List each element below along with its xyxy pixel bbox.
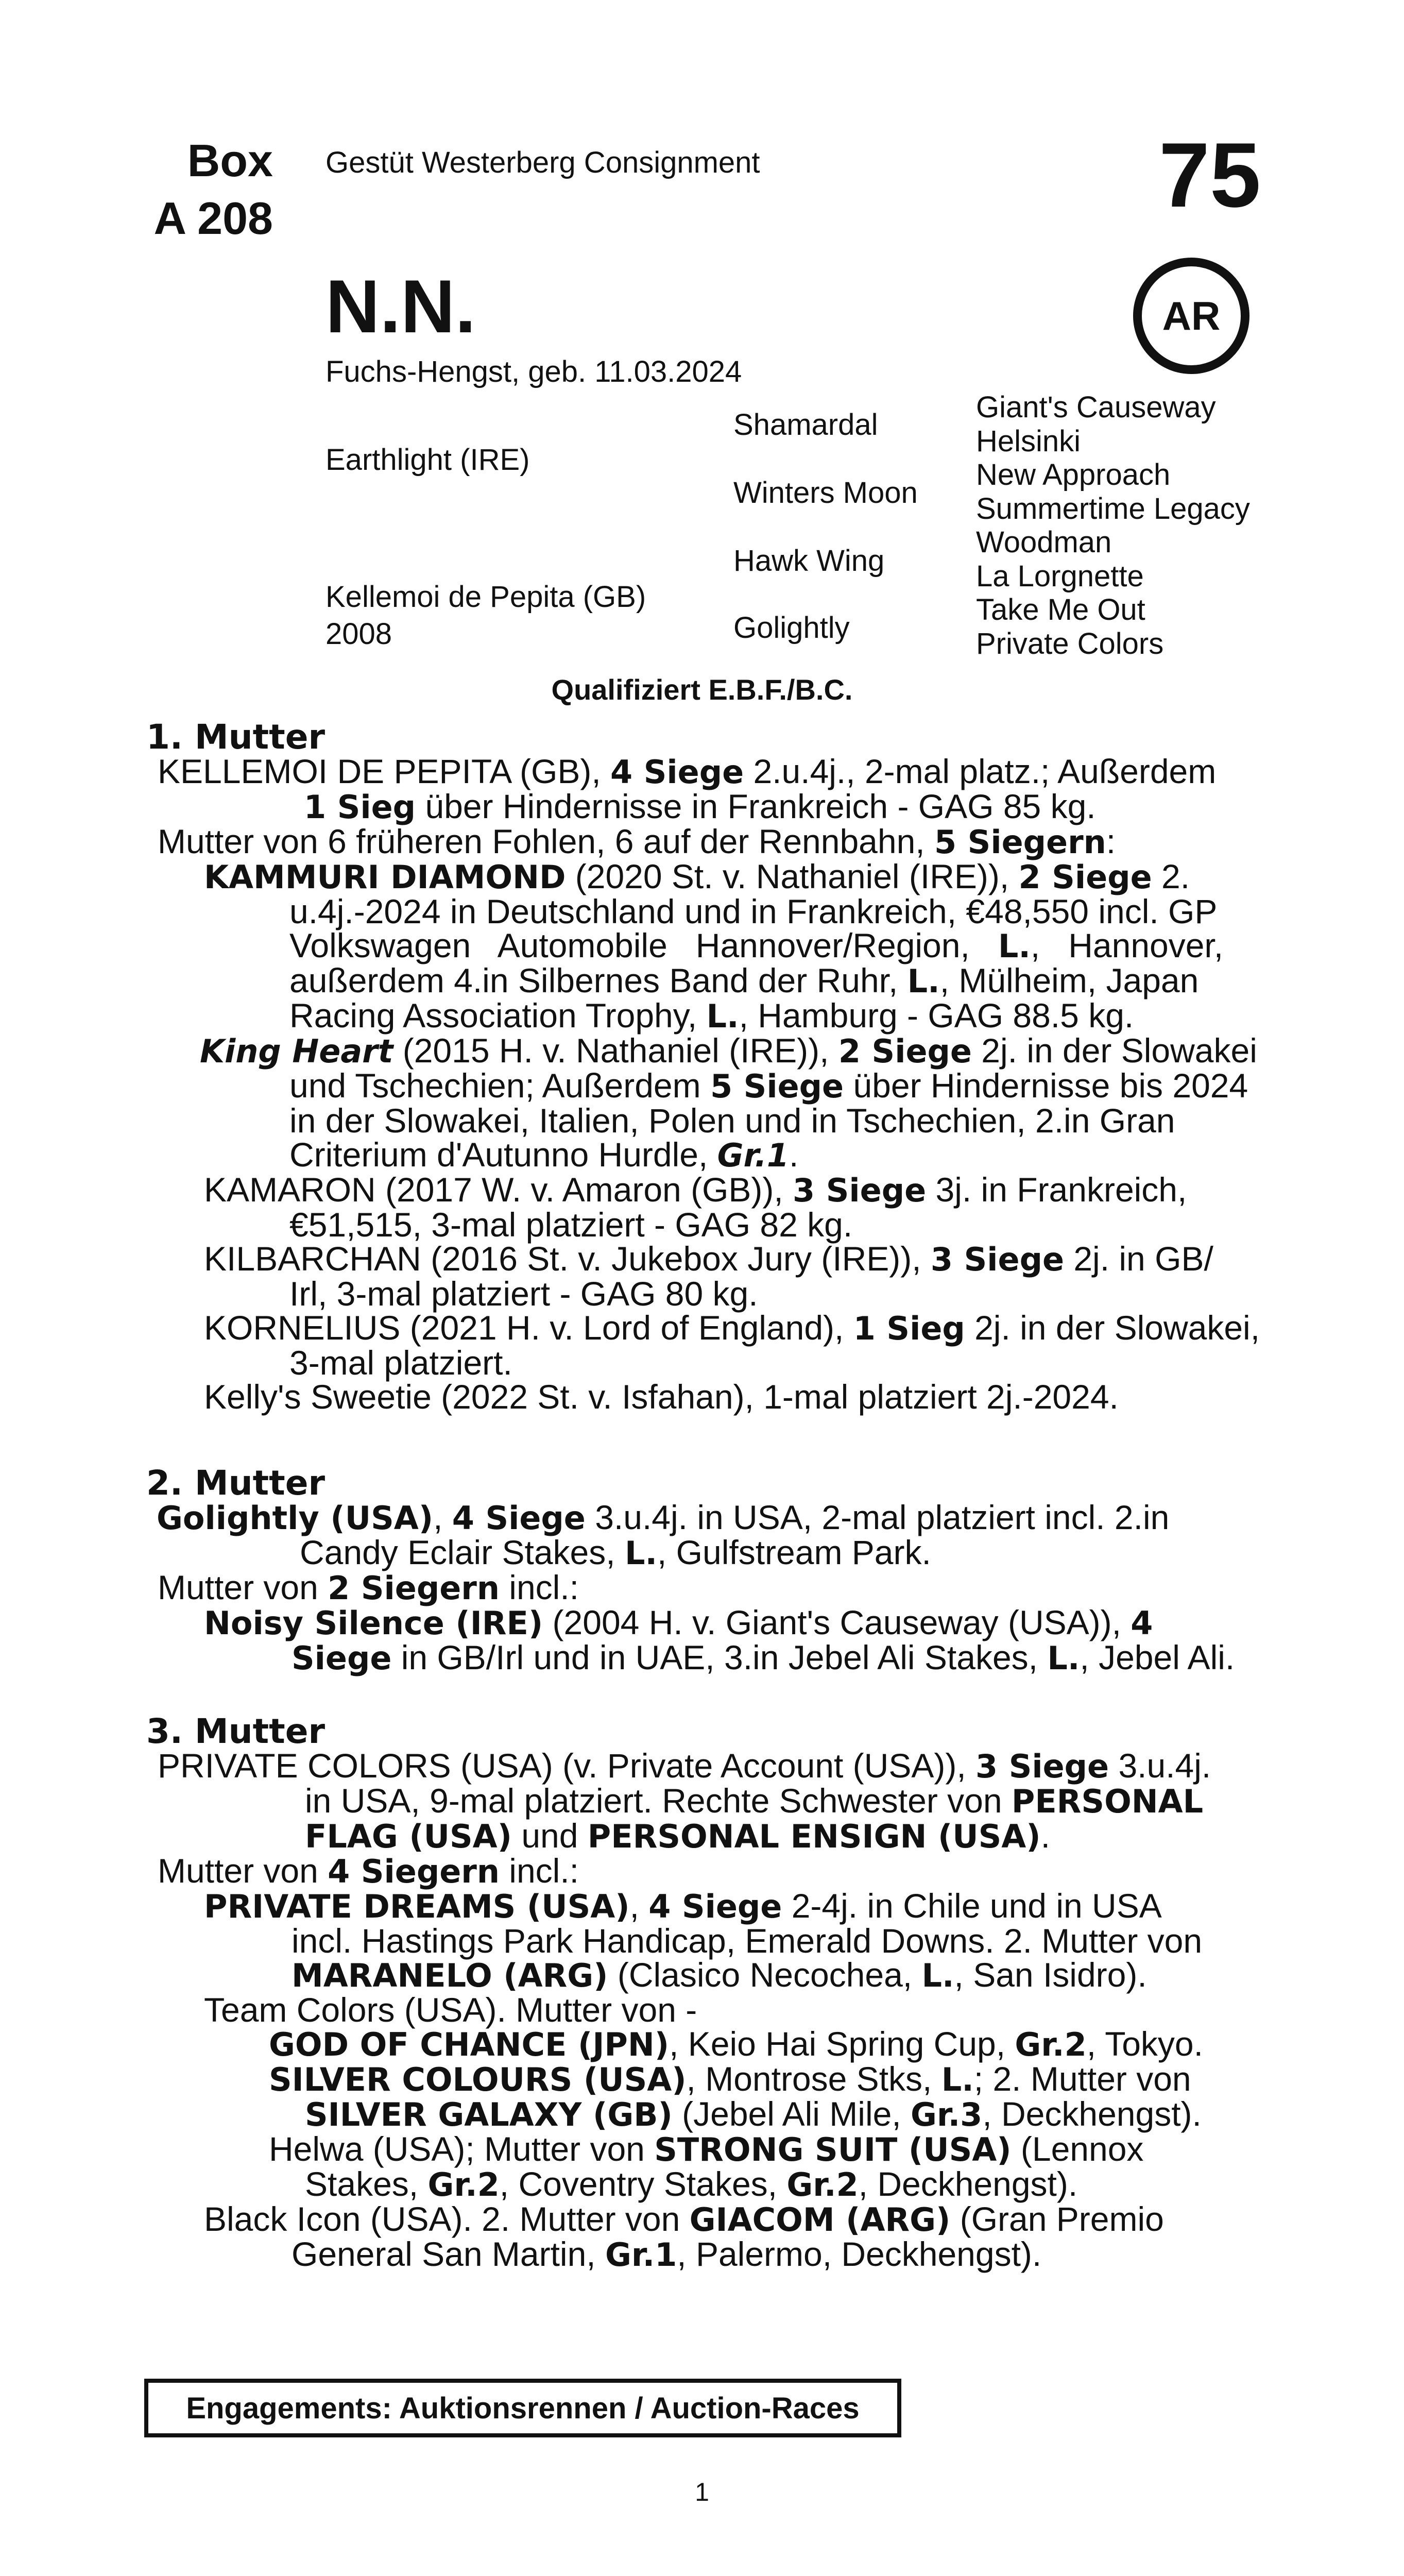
first-dam-line	[158, 824, 1267, 859]
progeny-line: incl. Hastings Park Handicap, Emerald Downs. 2. Mutter von	[292, 1922, 1203, 1960]
pedigree-grandparent: Winters Moon	[733, 476, 918, 510]
progeny-name: Noisy Silence (IRE)	[204, 1604, 543, 1642]
text: , Deckhengst).	[982, 2095, 1202, 2133]
text: (Clasico Necochea,	[608, 1956, 922, 1994]
text-bold: MARANELO (ARG)	[292, 1957, 608, 1994]
progeny-name: King Heart	[200, 1032, 393, 1070]
text: Black Icon (USA). 2. Mutter von	[204, 2200, 690, 2238]
text-bold: L.	[941, 2061, 974, 2098]
text: Racing Association Trophy,	[289, 996, 707, 1035]
progeny-line	[289, 998, 1267, 1033]
text-bold: L.	[624, 1534, 657, 1572]
text: PRIVATE COLORS (USA) (v. Private Account (USA)),	[158, 1747, 975, 1785]
text: und Tschechien; Außerdem	[289, 1066, 710, 1105]
text: in GB/Irl und in UAE, 3.in Jebel Ali Stakes,	[391, 1638, 1048, 1676]
text: über Hindernisse bis 2024	[844, 1066, 1248, 1105]
first-dam-line	[304, 789, 1267, 824]
text: 2j. in der Slowakei	[971, 1031, 1257, 1070]
text: Mutter von	[158, 1568, 328, 1606]
progeny-entry: Kelly's Sweetie (2022 St. v. Isfahan), 1-mal platziert 2j.-2024.	[204, 1378, 1119, 1416]
progeny-entry: Team Colors (USA). Mutter von -	[204, 1991, 697, 2029]
third-dam-heading: 3. Mutter	[146, 1711, 326, 1751]
text-bold: 2 Siege	[838, 1032, 972, 1070]
consignor: Gestüt Westerberg Consignment	[326, 146, 760, 179]
text-bold: 2 Siegern	[328, 1569, 500, 1607]
progeny-name: KAMMURI DIAMOND	[204, 858, 566, 896]
second-dam-line	[300, 1535, 1267, 1570]
text: 2.	[1152, 857, 1190, 895]
text: Criterium d'Autunno Hurdle,	[289, 1136, 717, 1174]
text: .	[1040, 1817, 1050, 1855]
text-bold: L.	[998, 927, 1031, 965]
text: außerdem 4.in Silbernes Band der Ruhr,	[289, 961, 908, 999]
text: General San Martin,	[292, 2235, 605, 2273]
horse-name: N.N.	[326, 264, 476, 348]
text-bold: 3 Siege	[793, 1172, 927, 1209]
text-bold: 3 Siege	[930, 1241, 1065, 1278]
text: Mutter von 6 früheren Fohlen, 6 auf der Rennbahn,	[158, 822, 934, 860]
text: 2j. in der Slowakei,	[965, 1309, 1260, 1347]
text: ,	[629, 1887, 649, 1925]
text: KELLEMOI DE PEPITA (GB),	[158, 752, 611, 790]
text: , Deckhengst).	[858, 2165, 1078, 2203]
pedigree-great-grandparent: Woodman	[976, 526, 1112, 559]
progeny-entry	[200, 1033, 1267, 1069]
pedigree-great-grandparents	[976, 391, 1250, 660]
lot-number: 75	[1159, 124, 1261, 226]
engagements-text: Engagements: Auktionsrennen / Auction-Races	[186, 2391, 860, 2425]
text: 3j. in Frankreich,	[926, 1171, 1187, 1209]
text: , Hamburg - GAG 88.5 kg.	[739, 996, 1134, 1035]
text: , Coventry Stakes,	[499, 2165, 787, 2203]
text: , Jebel Ali.	[1080, 1638, 1235, 1676]
engagements-box	[144, 2379, 901, 2437]
text-bold: Gr.2	[1015, 2026, 1087, 2063]
qualification: Qualifiziert E.B.F./B.C.	[551, 673, 853, 706]
text: , San Isidro).	[954, 1956, 1147, 1994]
text: 3.u.4j.	[1109, 1747, 1211, 1785]
text: 2.u.4j., 2-mal platz.; Außerdem	[744, 752, 1217, 790]
text-bold: 1 Sieg	[304, 788, 416, 826]
progeny-line	[269, 2027, 1267, 2062]
pedigree-grandparent: Shamardal	[733, 408, 878, 442]
third-dam-section	[144, 1711, 1267, 2274]
first-dam-section	[144, 717, 1267, 1416]
progeny-line	[269, 2062, 1267, 2097]
progeny-line	[292, 1640, 1267, 1675]
text: ; 2. Mutter von	[973, 2060, 1191, 2098]
pedigree-great-grandparent: New Approach	[976, 458, 1171, 492]
text: , Keio Hai Spring Cup,	[669, 2025, 1015, 2063]
pedigree-grandparent: Hawk Wing	[733, 544, 885, 578]
ar-badge-label: AR	[1162, 293, 1221, 338]
text-bold: STRONG SUIT (USA)	[654, 2131, 1012, 2168]
text: .	[789, 1136, 799, 1174]
third-dam-line	[305, 1784, 1267, 1819]
text: , Gulfstream Park.	[657, 1533, 931, 1571]
text-bold: 1 Sieg	[853, 1310, 965, 1347]
third-dam-line	[158, 1854, 1267, 1889]
text: ,	[433, 1498, 452, 1536]
progeny-entry	[204, 1242, 1267, 1277]
progeny-line	[289, 963, 1267, 998]
progeny-line	[292, 1958, 1267, 1993]
text: , Montrose Stks,	[686, 2060, 941, 2098]
pedigree-great-grandparent: Summertime Legacy	[976, 492, 1250, 526]
text: , Mülheim, Japan	[939, 961, 1199, 999]
text: incl.:	[499, 1852, 579, 1890]
text-bold: Siege	[292, 1639, 392, 1677]
progeny-line	[289, 1066, 1267, 1105]
text: :	[1106, 822, 1116, 860]
text-bold: Gr.1	[605, 2236, 677, 2274]
text: (2020 St. v. Nathaniel (IRE)),	[566, 857, 1019, 895]
text-bold: 3 Siege	[975, 1748, 1109, 1785]
progeny-entry	[204, 1311, 1267, 1346]
text-bold: SILVER COLOURS (USA)	[269, 2061, 687, 2098]
third-dam-line	[158, 1749, 1267, 1784]
second-dam-heading: 2. Mutter	[146, 1463, 326, 1503]
text: KILBARCHAN (2016 St. v. Jukebox Jury (IRE)),	[204, 1240, 931, 1278]
text-bold: L.	[907, 962, 940, 1000]
progeny-entry	[204, 2202, 1267, 2237]
text: (2015 H. v. Nathaniel (IRE)),	[393, 1031, 838, 1070]
text: Candy Eclair Stakes,	[300, 1533, 625, 1571]
text: 2j. in GB/	[1064, 1240, 1213, 1278]
text: , Hannover,	[1030, 926, 1224, 964]
progeny-line: 3-mal platziert.	[289, 1344, 512, 1382]
text: (Gran Premio	[950, 2200, 1164, 2238]
pedigree-grandparent: Golightly	[733, 611, 850, 645]
progeny-line	[289, 928, 1267, 963]
text-bold: GIACOM (ARG)	[689, 2201, 951, 2239]
text: und	[511, 1817, 588, 1855]
text: über Hindernisse in Frankreich - GAG 85 kg.	[416, 787, 1096, 825]
text-bold: 5 Siegern	[934, 823, 1106, 861]
pedigree-sire: Earthlight (IRE)	[326, 443, 530, 477]
pedigree-great-grandparent: Helsinki	[976, 424, 1081, 458]
text-bold: Gr.2	[427, 2166, 500, 2204]
progeny-entry	[204, 1889, 1267, 1924]
first-dam-heading: 1. Mutter	[146, 717, 326, 757]
ar-badge	[1133, 258, 1249, 374]
text: KORNELIUS (2021 H. v. Lord of England),	[204, 1309, 853, 1347]
pedigree-dam: Kellemoi de Pepita (GB)	[326, 580, 646, 614]
text: (2004 H. v. Giant's Causeway (USA)),	[543, 1603, 1131, 1641]
text: 3.u.4j. in USA, 2-mal platziert incl. 2.in	[585, 1498, 1170, 1536]
text-bold: 4 Siege	[452, 1499, 586, 1537]
progeny-line	[305, 2097, 1267, 2132]
text: , Tokyo.	[1086, 2025, 1203, 2063]
text: Volkswagen Automobile Hannover/Region,	[289, 926, 998, 964]
progeny-line: u.4j.-2024 in Deutschland und in Frankreich, €48,550 incl. GP	[289, 892, 1218, 930]
text-bold: L.	[706, 997, 739, 1035]
progeny-line: in der Slowakei, Italien, Polen und in Tschechien, 2.in Gran	[289, 1101, 1175, 1140]
text: (Jebel Ali Mile,	[672, 2095, 911, 2133]
pedigree-great-grandparent: Private Colors	[976, 626, 1164, 660]
progeny-entry	[204, 1173, 1267, 1208]
text-bold: FLAG (USA)	[305, 1818, 512, 1855]
text-bold: Gr.2	[786, 2166, 859, 2204]
text-bold: PERSONAL	[1011, 1783, 1204, 1820]
text-bold-italic: Gr.1	[717, 1137, 789, 1174]
progeny-line: Irl, 3-mal platziert - GAG 80 kg.	[289, 1275, 758, 1313]
first-dam-line	[158, 754, 1267, 789]
text: in USA, 9-mal platziert. Rechte Schwester von	[305, 1782, 1012, 1820]
text: , Palermo, Deckhengst).	[677, 2235, 1042, 2273]
second-dam-section	[144, 1463, 1267, 1677]
text: (Lennox	[1011, 2130, 1144, 2168]
text-bold: 4	[1131, 1604, 1153, 1642]
text: Stakes,	[305, 2165, 428, 2203]
text: Helwa (USA); Mutter von	[269, 2130, 655, 2168]
box-line-1: Box	[187, 135, 273, 186]
pedigree-great-grandparent: Giant's Causeway	[976, 391, 1216, 424]
third-dam-line	[305, 1819, 1267, 1854]
dam-name: Golightly (USA)	[157, 1499, 434, 1537]
progeny-name: PRIVATE DREAMS (USA)	[204, 1888, 630, 1925]
text-bold: GOD OF CHANCE (JPN)	[269, 2026, 670, 2063]
text-bold: 4 Siegern	[328, 1853, 500, 1890]
text-bold: PERSONAL ENSIGN (USA)	[587, 1818, 1041, 1855]
progeny-line: €51,515, 3-mal platziert - GAG 82 kg.	[289, 1206, 853, 1244]
box-line-2: A 208	[153, 193, 273, 244]
page-number: 1	[695, 2478, 709, 2506]
text: incl.:	[499, 1568, 579, 1606]
text-bold: 2 Siege	[1018, 858, 1152, 896]
progeny-line	[305, 2167, 1267, 2202]
progeny-entry	[204, 1605, 1267, 1640]
progeny-line	[292, 2237, 1267, 2272]
progeny-entry	[204, 859, 1267, 894]
progeny-line	[269, 2132, 1267, 2167]
progeny-line	[289, 1138, 1267, 1173]
text-bold: L.	[1047, 1639, 1080, 1677]
box-label	[149, 132, 273, 247]
pedigree-dam-year: 2008	[326, 617, 392, 651]
second-dam-line	[157, 1500, 1267, 1535]
text-bold: SILVER GALAXY (GB)	[305, 2096, 673, 2133]
text: Mutter von	[158, 1852, 328, 1890]
pedigree-great-grandparent: Take Me Out	[976, 593, 1145, 626]
horse-description: Fuchs-Hengst, geb. 11.03.2024	[326, 355, 742, 388]
text: KAMARON (2017 W. v. Amaron (GB)),	[204, 1171, 793, 1209]
text-bold: 4 Siege	[648, 1888, 782, 1925]
text-bold: L.	[921, 1957, 954, 1994]
text-bold: Gr.3	[911, 2096, 983, 2133]
text-bold: 5 Siege	[710, 1067, 844, 1105]
second-dam-line	[158, 1570, 1267, 1605]
pedigree-great-grandparent: La Lorgnette	[976, 559, 1144, 593]
text: 2-4j. in Chile und in USA	[782, 1887, 1162, 1925]
text-bold: 4 Siege	[610, 753, 744, 791]
